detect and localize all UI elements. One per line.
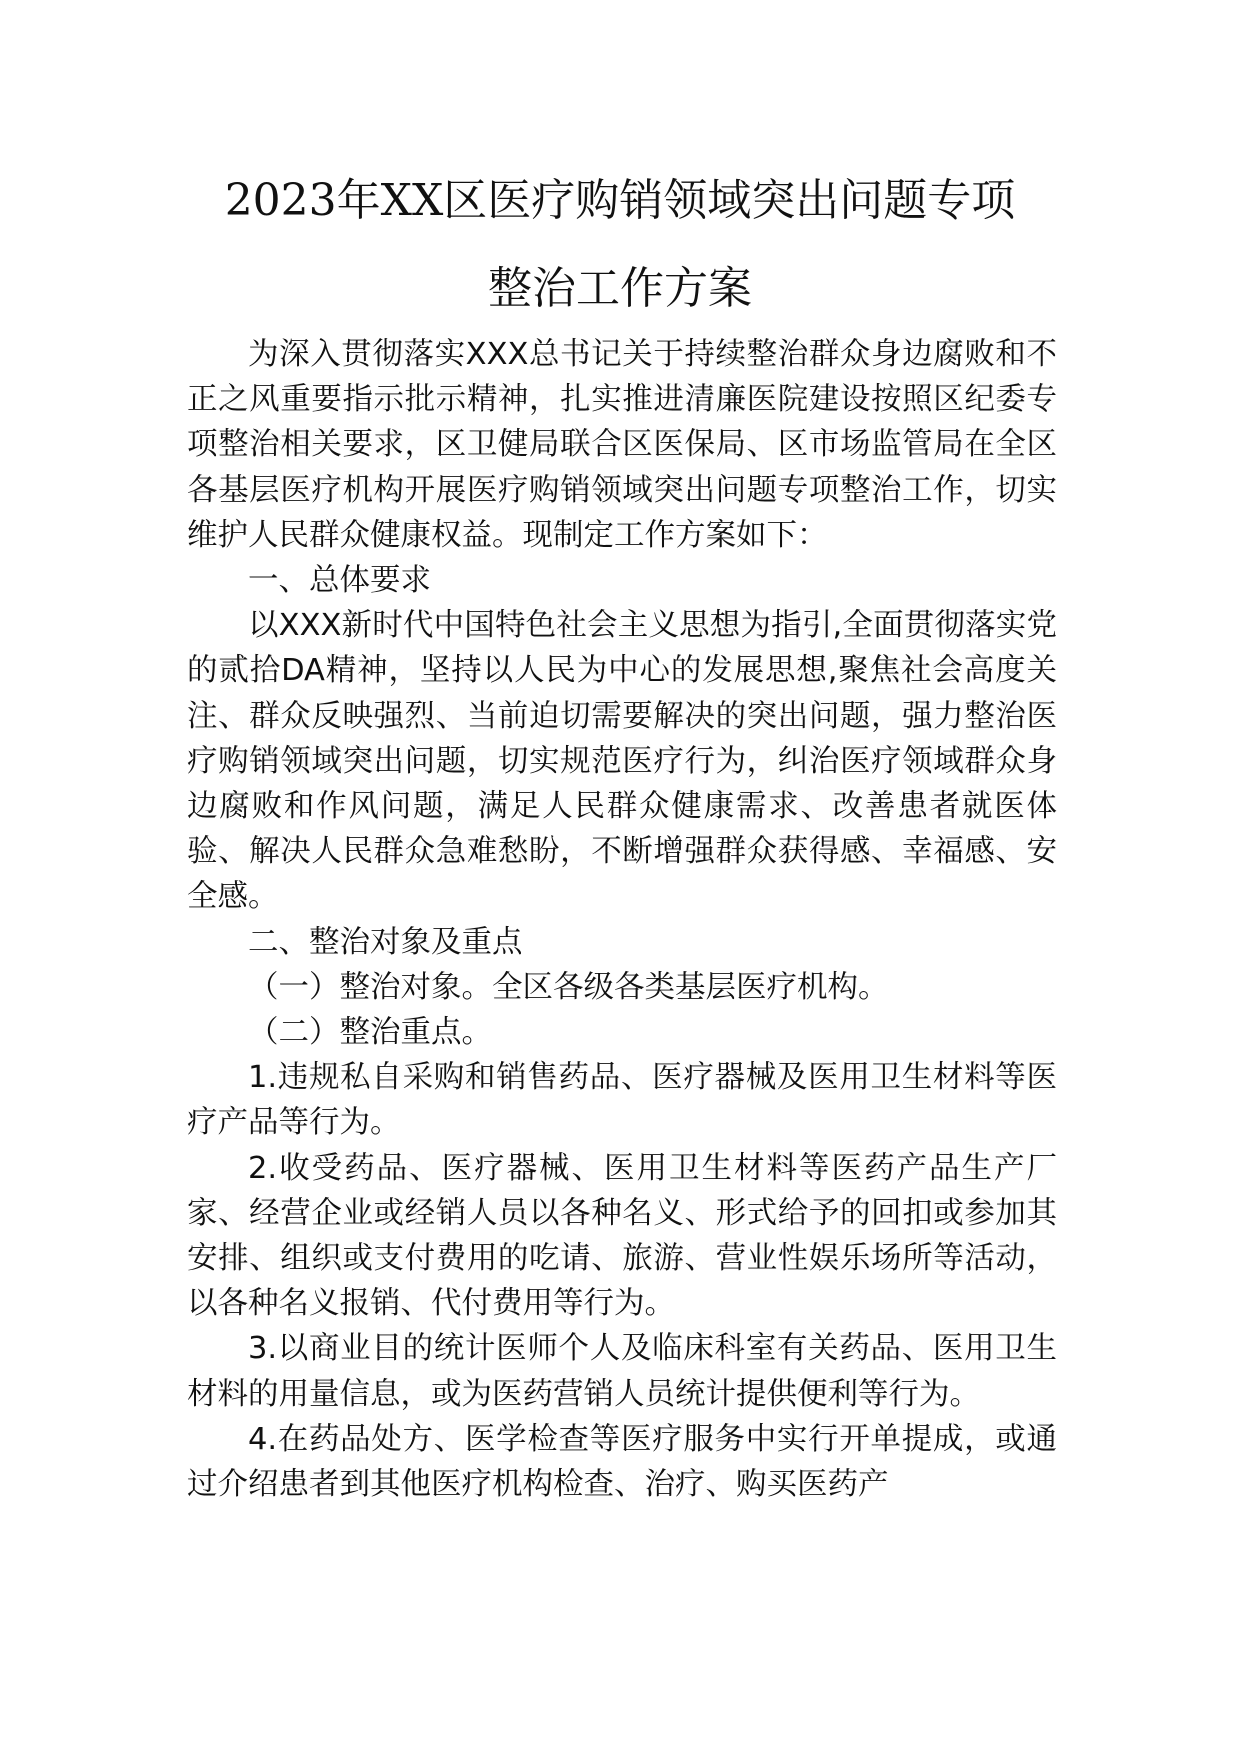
focus-item-4: 4.在药品处方、医学检查等医疗服务中实行开单提成，或通过介绍患者到其他医疗机构检查、治疗、购买医药产 (187, 1421, 1057, 1503)
document-title-line2: 整治工作方案 (488, 263, 752, 314)
focus-item-1: 1.违规私自采购和销售药品、医疗器械及医用卫生材料等医疗产品等行为。 (187, 1060, 1057, 1141)
section-heading-targets-and-focus: 二、整治对象及重点 (248, 924, 523, 960)
intro-paragraph: 为深入贯彻落实XXX总书记关于持续整治群众身边腐败和不正之风重要指示批示精神，扎实推进清廉医院建设按照区纪委专项整治相关要求，区卫健局联合区医保局、区市场监管局在全区各基层医疗机构开展医疗购销领域突出问题专项整治工作，切实维护人民群众健康权益。现制定工作方案如下： (187, 337, 1057, 553)
document-title-line1: 2023年XX区医疗购销领域突出问题专项 (224, 175, 1016, 226)
subsection-targets: （一）整治对象。全区各级各类基层医疗机构。 (248, 969, 889, 1005)
document-body (187, 332, 1057, 1507)
focus-item-2: 2.收受药品、医疗器械、医用卫生材料等医药产品生产厂家、经营企业或经销人员以各种名义、形式给予的回扣或参加其安排、组织或支付费用的吃请、旅游、营业性娱乐场所等活动，以各种名义报销、代付费用等行为。 (187, 1150, 1057, 1322)
focus-item-3: 3.以商业目的统计医师个人及临床科室有关药品、医用卫生材料的用量信息，或为医药营销人员统计提供便利等行为。 (187, 1331, 1057, 1412)
general-requirements-paragraph: 以XXX新时代中国特色社会主义思想为指引,全面贯彻落实党的贰拾DA精神，坚持以人民为中心的发展思想,聚焦社会高度关注、群众反映强烈、当前迫切需要解决的突出问题，强力整治医疗购销领域突出问题，切实规范医疗行为，纠治医疗领域群众身边腐败和作风问题，满足人民群众健康需求、改善患者就医体验、解决人民群众急难愁盼，不断增强群众获得感、幸福感、安全感。 (187, 608, 1057, 915)
section-heading-general-requirements: 一、总体要求 (248, 563, 431, 599)
subsection-focus: （二）整治重点。 (248, 1015, 492, 1051)
